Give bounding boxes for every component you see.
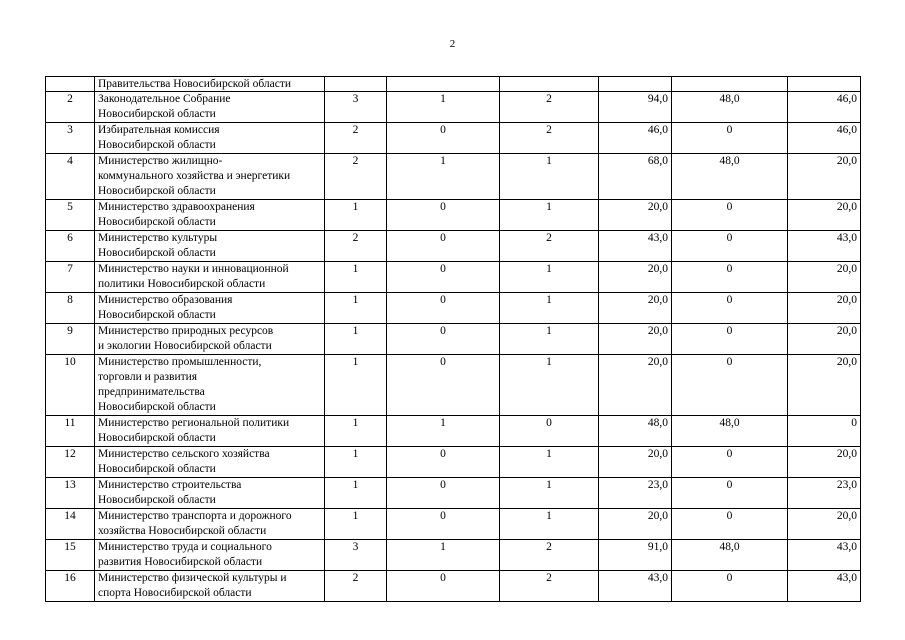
count-total-cell: 1 bbox=[325, 262, 387, 293]
organization-name-line: и экологии Новосибирской области bbox=[98, 340, 272, 352]
count-total-cell: 1 bbox=[325, 416, 387, 447]
organization-name-line: Министерство строительства bbox=[98, 479, 242, 491]
organization-name-line: Министерство науки и инновационной bbox=[98, 263, 289, 275]
organization-name-line: Новосибирской области bbox=[98, 463, 216, 475]
count-second-cell: 1 bbox=[500, 355, 599, 416]
amount-first-cell: 0 bbox=[672, 571, 788, 602]
table-row bbox=[46, 293, 861, 324]
amount-second-cell: 0 bbox=[788, 416, 861, 447]
amount-first-cell: 0 bbox=[672, 231, 788, 262]
organization-name-line: Новосибирской области bbox=[98, 185, 216, 197]
count-total-cell: 2 bbox=[325, 571, 387, 602]
amount-first-cell: 0 bbox=[672, 200, 788, 231]
organization-name-line: Министерство здравоохранения bbox=[98, 201, 255, 213]
organization-name-cell bbox=[95, 324, 325, 355]
row-number-cell bbox=[46, 77, 95, 92]
organization-name-line: Министерство промышленности, bbox=[98, 356, 262, 368]
table-row bbox=[46, 355, 861, 416]
organization-name-line: Министерство сельского хозяйства bbox=[98, 448, 270, 460]
row-number-cell: 3 bbox=[46, 123, 95, 154]
amount-second-cell: 20,0 bbox=[788, 200, 861, 231]
organization-name-line: Министерство жилищно- bbox=[98, 155, 223, 167]
amount-first-cell: 48,0 bbox=[672, 540, 788, 571]
table-row bbox=[46, 154, 861, 200]
value-cell bbox=[500, 77, 599, 92]
count-total-cell: 1 bbox=[325, 324, 387, 355]
amount-second-cell: 20,0 bbox=[788, 154, 861, 200]
table-row bbox=[46, 324, 861, 355]
table-row bbox=[46, 231, 861, 262]
count-second-cell: 1 bbox=[500, 509, 599, 540]
amount-total-cell: 46,0 bbox=[599, 123, 672, 154]
count-first-cell: 0 bbox=[387, 200, 500, 231]
amount-first-cell: 0 bbox=[672, 123, 788, 154]
amount-second-cell: 20,0 bbox=[788, 509, 861, 540]
count-first-cell: 0 bbox=[387, 293, 500, 324]
organization-name-line: политики Новосибирской области bbox=[98, 278, 266, 290]
table-row bbox=[46, 92, 861, 123]
organization-name-line: Новосибирской области bbox=[98, 401, 216, 413]
table-row bbox=[46, 447, 861, 478]
count-first-cell: 0 bbox=[387, 478, 500, 509]
count-total-cell: 1 bbox=[325, 355, 387, 416]
amount-first-cell: 0 bbox=[672, 355, 788, 416]
organization-name-line: Новосибирской области bbox=[98, 247, 216, 259]
organization-name-cell bbox=[95, 200, 325, 231]
amount-second-cell: 46,0 bbox=[788, 92, 861, 123]
count-first-cell: 0 bbox=[387, 571, 500, 602]
count-second-cell: 2 bbox=[500, 540, 599, 571]
count-total-cell: 2 bbox=[325, 154, 387, 200]
amount-total-cell: 20,0 bbox=[599, 509, 672, 540]
organization-name-cell bbox=[95, 77, 325, 92]
table-row bbox=[46, 200, 861, 231]
count-first-cell: 1 bbox=[387, 416, 500, 447]
count-first-cell: 0 bbox=[387, 231, 500, 262]
organization-name-line: Новосибирской области bbox=[98, 309, 216, 321]
organization-name-cell bbox=[95, 540, 325, 571]
organization-name-cell bbox=[95, 416, 325, 447]
table-row bbox=[46, 416, 861, 447]
row-number-cell: 6 bbox=[46, 231, 95, 262]
amount-first-cell: 0 bbox=[672, 447, 788, 478]
table-row bbox=[46, 540, 861, 571]
organization-name-line: развития Новосибирской области bbox=[98, 556, 263, 568]
count-second-cell: 1 bbox=[500, 293, 599, 324]
count-first-cell: 1 bbox=[387, 540, 500, 571]
organization-name-line: Министерство физической культуры и bbox=[98, 572, 287, 584]
amount-second-cell: 43,0 bbox=[788, 571, 861, 602]
count-total-cell: 3 bbox=[325, 540, 387, 571]
amount-total-cell: 94,0 bbox=[599, 92, 672, 123]
amount-first-cell: 48,0 bbox=[672, 154, 788, 200]
organization-name-line: спорта Новосибирской области bbox=[98, 587, 252, 599]
organization-name-line: Законодательное Собрание bbox=[98, 93, 231, 105]
organization-name-cell bbox=[95, 92, 325, 123]
organization-name-cell bbox=[95, 571, 325, 602]
value-cell bbox=[672, 77, 788, 92]
table-row bbox=[46, 77, 861, 92]
count-first-cell: 1 bbox=[387, 154, 500, 200]
amount-total-cell: 48,0 bbox=[599, 416, 672, 447]
amount-second-cell: 43,0 bbox=[788, 231, 861, 262]
organization-name-cell bbox=[95, 447, 325, 478]
amount-total-cell: 23,0 bbox=[599, 478, 672, 509]
amount-total-cell: 20,0 bbox=[599, 355, 672, 416]
amount-second-cell: 20,0 bbox=[788, 293, 861, 324]
count-first-cell: 0 bbox=[387, 355, 500, 416]
count-first-cell: 0 bbox=[387, 262, 500, 293]
value-cell bbox=[599, 77, 672, 92]
amount-second-cell: 20,0 bbox=[788, 447, 861, 478]
organization-name-line: Министерство природных ресурсов bbox=[98, 325, 274, 337]
amount-first-cell: 0 bbox=[672, 293, 788, 324]
amount-second-cell: 46,0 bbox=[788, 123, 861, 154]
count-first-cell: 0 bbox=[387, 447, 500, 478]
organization-name-line: Министерство труда и социального bbox=[98, 541, 272, 553]
row-number-cell: 9 bbox=[46, 324, 95, 355]
count-total-cell: 1 bbox=[325, 509, 387, 540]
row-number-cell: 15 bbox=[46, 540, 95, 571]
amount-second-cell: 23,0 bbox=[788, 478, 861, 509]
organization-name-line: хозяйства Новосибирской области bbox=[98, 525, 267, 537]
row-number-cell: 2 bbox=[46, 92, 95, 123]
organization-name-line: торговли и развития bbox=[98, 371, 198, 383]
organization-name-cell bbox=[95, 154, 325, 200]
count-first-cell: 0 bbox=[387, 123, 500, 154]
amount-total-cell: 20,0 bbox=[599, 293, 672, 324]
organization-name-cell bbox=[95, 293, 325, 324]
count-total-cell: 1 bbox=[325, 478, 387, 509]
value-cell bbox=[788, 77, 861, 92]
row-number-cell: 5 bbox=[46, 200, 95, 231]
organization-name-line: Министерство образования bbox=[98, 294, 233, 306]
organization-name-cell bbox=[95, 262, 325, 293]
organization-name-line: Министерство культуры bbox=[98, 232, 218, 244]
organization-name-cell bbox=[95, 509, 325, 540]
organization-name-cell bbox=[95, 478, 325, 509]
row-number-cell: 12 bbox=[46, 447, 95, 478]
organization-name-line: Новосибирской области bbox=[98, 432, 216, 444]
amount-total-cell: 20,0 bbox=[599, 447, 672, 478]
count-second-cell: 2 bbox=[500, 571, 599, 602]
row-number-cell: 13 bbox=[46, 478, 95, 509]
allocation-table bbox=[45, 76, 861, 602]
amount-second-cell: 43,0 bbox=[788, 540, 861, 571]
amount-total-cell: 91,0 bbox=[599, 540, 672, 571]
amount-total-cell: 20,0 bbox=[599, 200, 672, 231]
organization-name-line: Избирательная комиссия bbox=[98, 124, 220, 136]
count-total-cell: 3 bbox=[325, 92, 387, 123]
count-second-cell: 1 bbox=[500, 262, 599, 293]
row-number-cell: 4 bbox=[46, 154, 95, 200]
amount-first-cell: 0 bbox=[672, 262, 788, 293]
amount-total-cell: 20,0 bbox=[599, 262, 672, 293]
organization-name-line: Министерство региональной политики bbox=[98, 417, 290, 429]
organization-name-cell bbox=[95, 355, 325, 416]
row-number-cell: 11 bbox=[46, 416, 95, 447]
row-number-cell: 7 bbox=[46, 262, 95, 293]
count-second-cell: 0 bbox=[500, 416, 599, 447]
amount-first-cell: 0 bbox=[672, 324, 788, 355]
count-second-cell: 2 bbox=[500, 123, 599, 154]
organization-name-cell bbox=[95, 123, 325, 154]
table-row bbox=[46, 509, 861, 540]
table-row bbox=[46, 478, 861, 509]
row-number-cell: 16 bbox=[46, 571, 95, 602]
count-second-cell: 1 bbox=[500, 447, 599, 478]
table-row bbox=[46, 571, 861, 602]
row-number-cell: 10 bbox=[46, 355, 95, 416]
count-total-cell: 1 bbox=[325, 447, 387, 478]
count-first-cell: 0 bbox=[387, 324, 500, 355]
count-total-cell: 1 bbox=[325, 293, 387, 324]
amount-second-cell: 20,0 bbox=[788, 355, 861, 416]
count-total-cell: 1 bbox=[325, 200, 387, 231]
count-second-cell: 1 bbox=[500, 324, 599, 355]
value-cell bbox=[387, 77, 500, 92]
table-body bbox=[46, 77, 861, 602]
amount-second-cell: 20,0 bbox=[788, 262, 861, 293]
amount-second-cell: 20,0 bbox=[788, 324, 861, 355]
count-second-cell: 2 bbox=[500, 92, 599, 123]
amount-total-cell: 20,0 bbox=[599, 324, 672, 355]
count-second-cell: 1 bbox=[500, 154, 599, 200]
count-total-cell: 2 bbox=[325, 231, 387, 262]
amount-first-cell: 0 bbox=[672, 509, 788, 540]
amount-total-cell: 68,0 bbox=[599, 154, 672, 200]
page-number: 2 bbox=[449, 38, 456, 50]
count-second-cell: 1 bbox=[500, 200, 599, 231]
organization-name-line: Правительства Новосибирской области bbox=[98, 78, 292, 90]
organization-name-line: коммунального хозяйства и энергетики bbox=[98, 170, 291, 182]
amount-first-cell: 48,0 bbox=[672, 416, 788, 447]
count-first-cell: 0 bbox=[387, 509, 500, 540]
table-row bbox=[46, 123, 861, 154]
count-second-cell: 1 bbox=[500, 478, 599, 509]
organization-name-line: Новосибирской области bbox=[98, 139, 216, 151]
organization-name-line: Новосибирской области bbox=[98, 494, 216, 506]
amount-total-cell: 43,0 bbox=[599, 571, 672, 602]
row-number-cell: 8 bbox=[46, 293, 95, 324]
count-first-cell: 1 bbox=[387, 92, 500, 123]
organization-name-line: Новосибирской области bbox=[98, 108, 216, 120]
organization-name-line: Новосибирской области bbox=[98, 216, 216, 228]
amount-first-cell: 0 bbox=[672, 478, 788, 509]
organization-name-line: Министерство транспорта и дорожного bbox=[98, 510, 292, 522]
row-number-cell: 14 bbox=[46, 509, 95, 540]
organization-name-cell bbox=[95, 231, 325, 262]
count-second-cell: 2 bbox=[500, 231, 599, 262]
count-total-cell: 2 bbox=[325, 123, 387, 154]
value-cell bbox=[325, 77, 387, 92]
table-row bbox=[46, 262, 861, 293]
organization-name-line: предпринимательства bbox=[98, 386, 205, 398]
amount-first-cell: 48,0 bbox=[672, 92, 788, 123]
amount-total-cell: 43,0 bbox=[599, 231, 672, 262]
